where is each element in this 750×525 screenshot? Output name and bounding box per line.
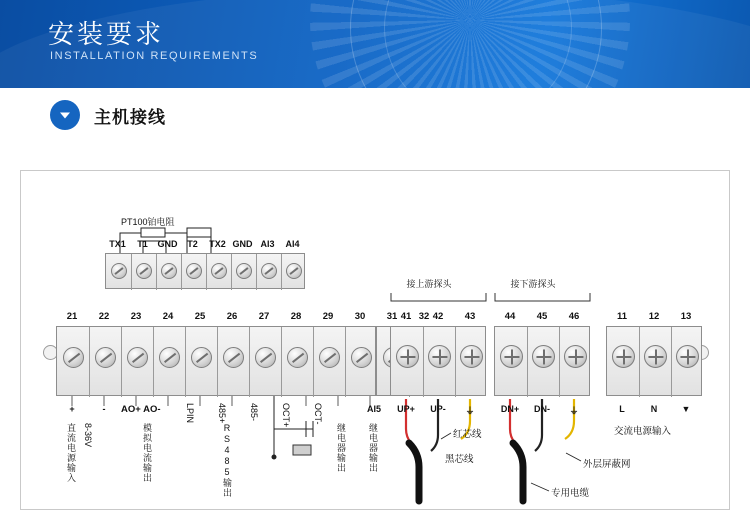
mark-up-ground: ⏚ [465, 406, 475, 416]
terminal-screw-ai4 [286, 263, 302, 279]
terminal-number-32: 32 [418, 311, 430, 322]
terminal-number-42: 42 [432, 311, 444, 322]
terminal-number-44: 44 [504, 311, 516, 322]
terminal-number-21: 21 [66, 311, 78, 322]
label-analog-output: 模拟电流输出 [142, 423, 152, 483]
mark-earth: ▼ [681, 404, 691, 414]
terminal-number-30: 30 [354, 311, 366, 322]
terminal-screw-25 [191, 347, 212, 368]
label-relay-output-1: 继电器输出 [336, 423, 346, 473]
terminal-number-26: 26 [226, 311, 238, 322]
terminal-number-45: 45 [536, 311, 548, 322]
terminal-screw-gnd2 [236, 263, 252, 279]
label-dc-voltage: 8-36V [83, 423, 93, 448]
section-heading [50, 100, 166, 130]
terminal-screw-23 [127, 347, 148, 368]
section-title: 主机接线 [94, 107, 166, 127]
upstream-probe-label: 接上游探头 [406, 279, 452, 289]
mark-485-minus: 485- [249, 403, 259, 422]
chevron-down-icon [50, 100, 80, 130]
terminal-screw-t1 [136, 263, 152, 279]
terminal-number-29: 29 [322, 311, 334, 322]
mark-485-plus: 485+ [217, 403, 227, 424]
terminal-number-28: 28 [290, 311, 302, 322]
terminal-screw-42 [428, 345, 451, 368]
callout-black-core-wire: 黑芯线 [445, 454, 474, 465]
mark-dn-minus: DN- [534, 404, 550, 414]
pt100-label: PT100铂电阻 [121, 217, 175, 227]
terminal-screw-28 [287, 347, 308, 368]
terminal-number-24: 24 [162, 311, 174, 322]
mark-neutral: N [650, 404, 658, 414]
terminal-screw-46 [564, 345, 587, 368]
terminal-screw-22 [95, 347, 116, 368]
terminal-screw-27 [255, 347, 276, 368]
terminal-label-ai3: AI3 [260, 239, 275, 249]
mark-dc-minus: - [102, 404, 106, 414]
terminal-screw-13 [676, 345, 699, 368]
terminal-screw-43 [460, 345, 483, 368]
terminal-screw-21 [63, 347, 84, 368]
mark-ai5: AI5 [366, 404, 381, 414]
page-subtitle: INSTALLATION REQUIREMENTS [50, 50, 259, 62]
callout-special-cable: 专用电缆 [551, 488, 590, 499]
terminal-number-11: 11 [616, 311, 628, 322]
main-terminal-block [56, 326, 376, 396]
upstream-sensor-terminal-block [390, 326, 486, 396]
terminal-number-13: 13 [680, 311, 692, 322]
label-rs485-output: RS485输出 [222, 423, 232, 498]
terminal-screw-44 [500, 345, 523, 368]
label-ac-power-input: 交流电源输入 [614, 426, 672, 437]
chevron-down-glyph [59, 111, 71, 120]
label-relay-output-2: 继电器输出 [368, 423, 378, 473]
mark-dn-plus: DN+ [500, 404, 520, 414]
terminal-label-gnd1: GND [157, 239, 178, 249]
mark-oct-minus: OCT- [313, 403, 323, 425]
mark-line: L [619, 404, 625, 414]
terminal-number-25: 25 [194, 311, 206, 322]
terminal-label-tx2: TX2 [209, 239, 226, 249]
terminal-number-23: 23 [130, 311, 142, 322]
terminal-screw-11 [612, 345, 635, 368]
terminal-screw-30 [351, 347, 372, 368]
terminal-screw-41 [396, 345, 419, 368]
terminal-screw-12 [644, 345, 667, 368]
downstream-probe-label: 接下游探头 [510, 279, 556, 289]
page-title: 安装要求 [48, 19, 165, 49]
terminal-label-tx1: TX1 [109, 239, 126, 249]
terminal-screw-26 [223, 347, 244, 368]
terminal-screw-29 [319, 347, 340, 368]
downstream-sensor-terminal-block [494, 326, 590, 396]
page-banner [0, 0, 750, 88]
terminal-screw-tx1 [111, 263, 127, 279]
terminal-label-t1: T1 [137, 239, 148, 249]
mark-oct-plus: OCT+ [281, 403, 291, 428]
terminal-number-41: 41 [400, 311, 412, 322]
banner-ring-inner-decoration [384, 0, 572, 88]
callout-outer-shield-mesh: 外层屏蔽网 [583, 459, 631, 470]
callout-red-core-wire: 红芯线 [453, 429, 482, 440]
mark-dc-plus: + [69, 404, 75, 414]
terminal-label-gnd2: GND [232, 239, 253, 249]
terminal-number-31: 31 [386, 311, 398, 322]
terminal-label-t2: T2 [187, 239, 198, 249]
top-terminal-block [105, 253, 305, 289]
terminal-label-ai4: AI4 [285, 239, 300, 249]
ac-power-terminal-block [606, 326, 702, 396]
terminal-number-12: 12 [648, 311, 660, 322]
mark-ao: AO+ AO- [121, 404, 161, 415]
terminal-screw-gnd1 [161, 263, 177, 279]
terminal-screw-ai3 [261, 263, 277, 279]
mark-dn-ground: ⏚ [569, 406, 579, 416]
mark-lpin: LPIN [185, 403, 195, 424]
terminal-number-22: 22 [98, 311, 110, 322]
terminal-screw-tx2 [211, 263, 227, 279]
label-dc-power-input: 直流电源输入 [66, 423, 76, 483]
terminal-screw-45 [532, 345, 555, 368]
terminal-number-43: 43 [464, 311, 476, 322]
wiring-diagram [20, 170, 730, 510]
terminal-screw-t2 [186, 263, 202, 279]
terminal-screw-24 [159, 347, 180, 368]
mark-up-plus: UP+ [397, 404, 415, 414]
terminal-number-46: 46 [568, 311, 580, 322]
terminal-number-27: 27 [258, 311, 270, 322]
mark-up-minus: UP- [430, 404, 446, 414]
